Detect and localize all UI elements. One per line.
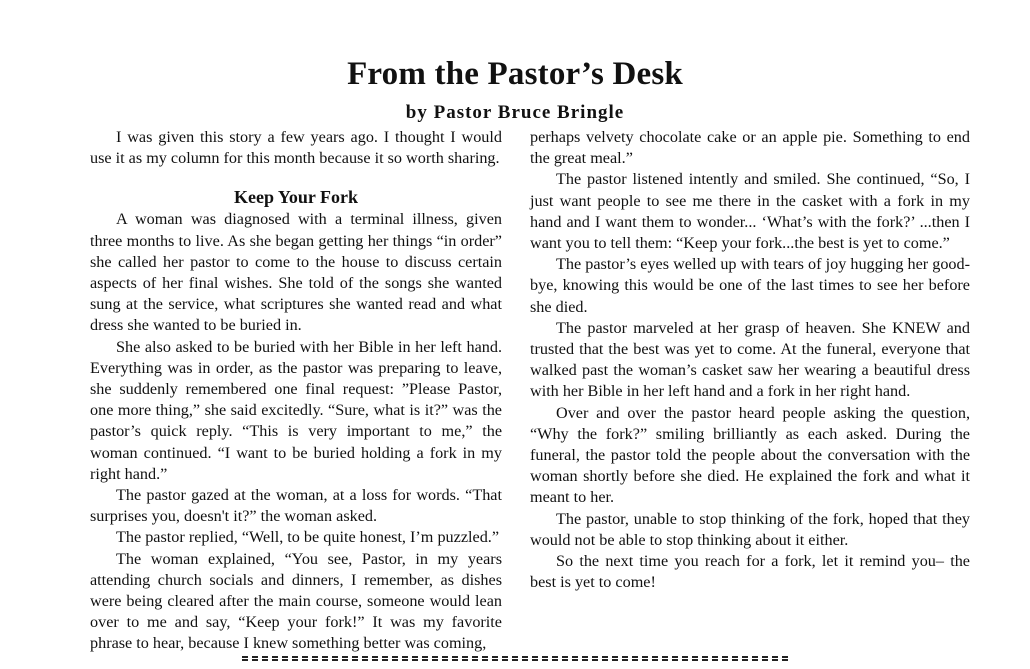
story-paragraph: The pastor’s eyes welled up with tears of joy hugging her good-bye, knowing this would be one of the last times to see her before she died.: [530, 255, 970, 316]
page-title: From the Pastor’s Desk: [347, 56, 683, 92]
story-paragraph: A woman was diagnosed with a terminal illness, given three months to live. As she began getting her things “in order” she called her pastor to come to the house to discuss certain aspects of her final wishes. She told of the songs she wanted sung at the service, what scriptures she wanted read and what dress she wanted to be buried in.: [90, 210, 502, 335]
story-paragraph: She also asked to be buried with her Bible in her left hand. Everything was in order, as the pastor was preparing to leave, she suddenly remembered one final request: ”Please Pastor, one more thing,” she said excitedly. “Sure, what is it?” was the pastor’s quick reply. “This is very important to me,” the woman continued. “I want to be buried holding a fork in my right hand.”: [90, 337, 502, 483]
byline: by Pastor Bruce Bringle: [405, 102, 625, 123]
story-paragraph: The woman explained, “You see, Pastor, in my years attending church socials and dinners, I remember, as dishes were being cleared after the main course, someone would lean over to me and say, “Keep your fork!” It was my favorite phrase to hear, because I knew something better was coming,: [90, 549, 502, 653]
continued-paragraph: perhaps velvety chocolate cake or an apple pie. Something to end the great meal.”: [530, 128, 970, 168]
story-paragraph: The pastor replied, “Well, to be quite honest, I’m puzzled.”: [116, 528, 500, 547]
story-paragraph: The pastor, unable to stop thinking of the fork, hoped that they would not be able to stop thinking about it either.: [530, 509, 970, 549]
left-column: [90, 127, 502, 655]
closing-paragraph: So the next time you reach for a fork, let it remind you– the best is yet to come!: [530, 552, 970, 592]
story-paragraph: The pastor marveled at her grasp of heaven. She KNEW and trusted that the best was yet to come. At the funeral, everyone that walked past the woman’s casket saw her wearing a beautiful dress with her Bible in her left hand and a fork in her right hand.: [530, 318, 970, 401]
right-column: [530, 127, 970, 593]
dashed-divider: [242, 656, 788, 661]
story-paragraph: The pastor listened intently and smiled. She continued, “So, I just want people to see me there in the casket with a fork in my hand and I want them to wonder... ‘What’s with the fork?’ ...then I want you to tell them: “Keep your fork...the best is yet to come.”: [530, 170, 970, 253]
story-paragraph: Over and over the pastor heard people asking the question, “Why the fork?” smiling brilliantly as each asked. During the funeral, the pastor told the people about the conversation with the woman shortly before she died. He explained the fork and what it meant to her.: [530, 403, 970, 507]
section-heading: Keep Your Fork: [234, 187, 358, 208]
intro-paragraph: I was given this story a few years ago. I thought I would use it as my column for this month because it so worth sharing.: [90, 128, 502, 168]
story-paragraph: The pastor gazed at the woman, at a loss for words. “That surprises you, doesn't it?” the woman asked.: [90, 486, 502, 526]
